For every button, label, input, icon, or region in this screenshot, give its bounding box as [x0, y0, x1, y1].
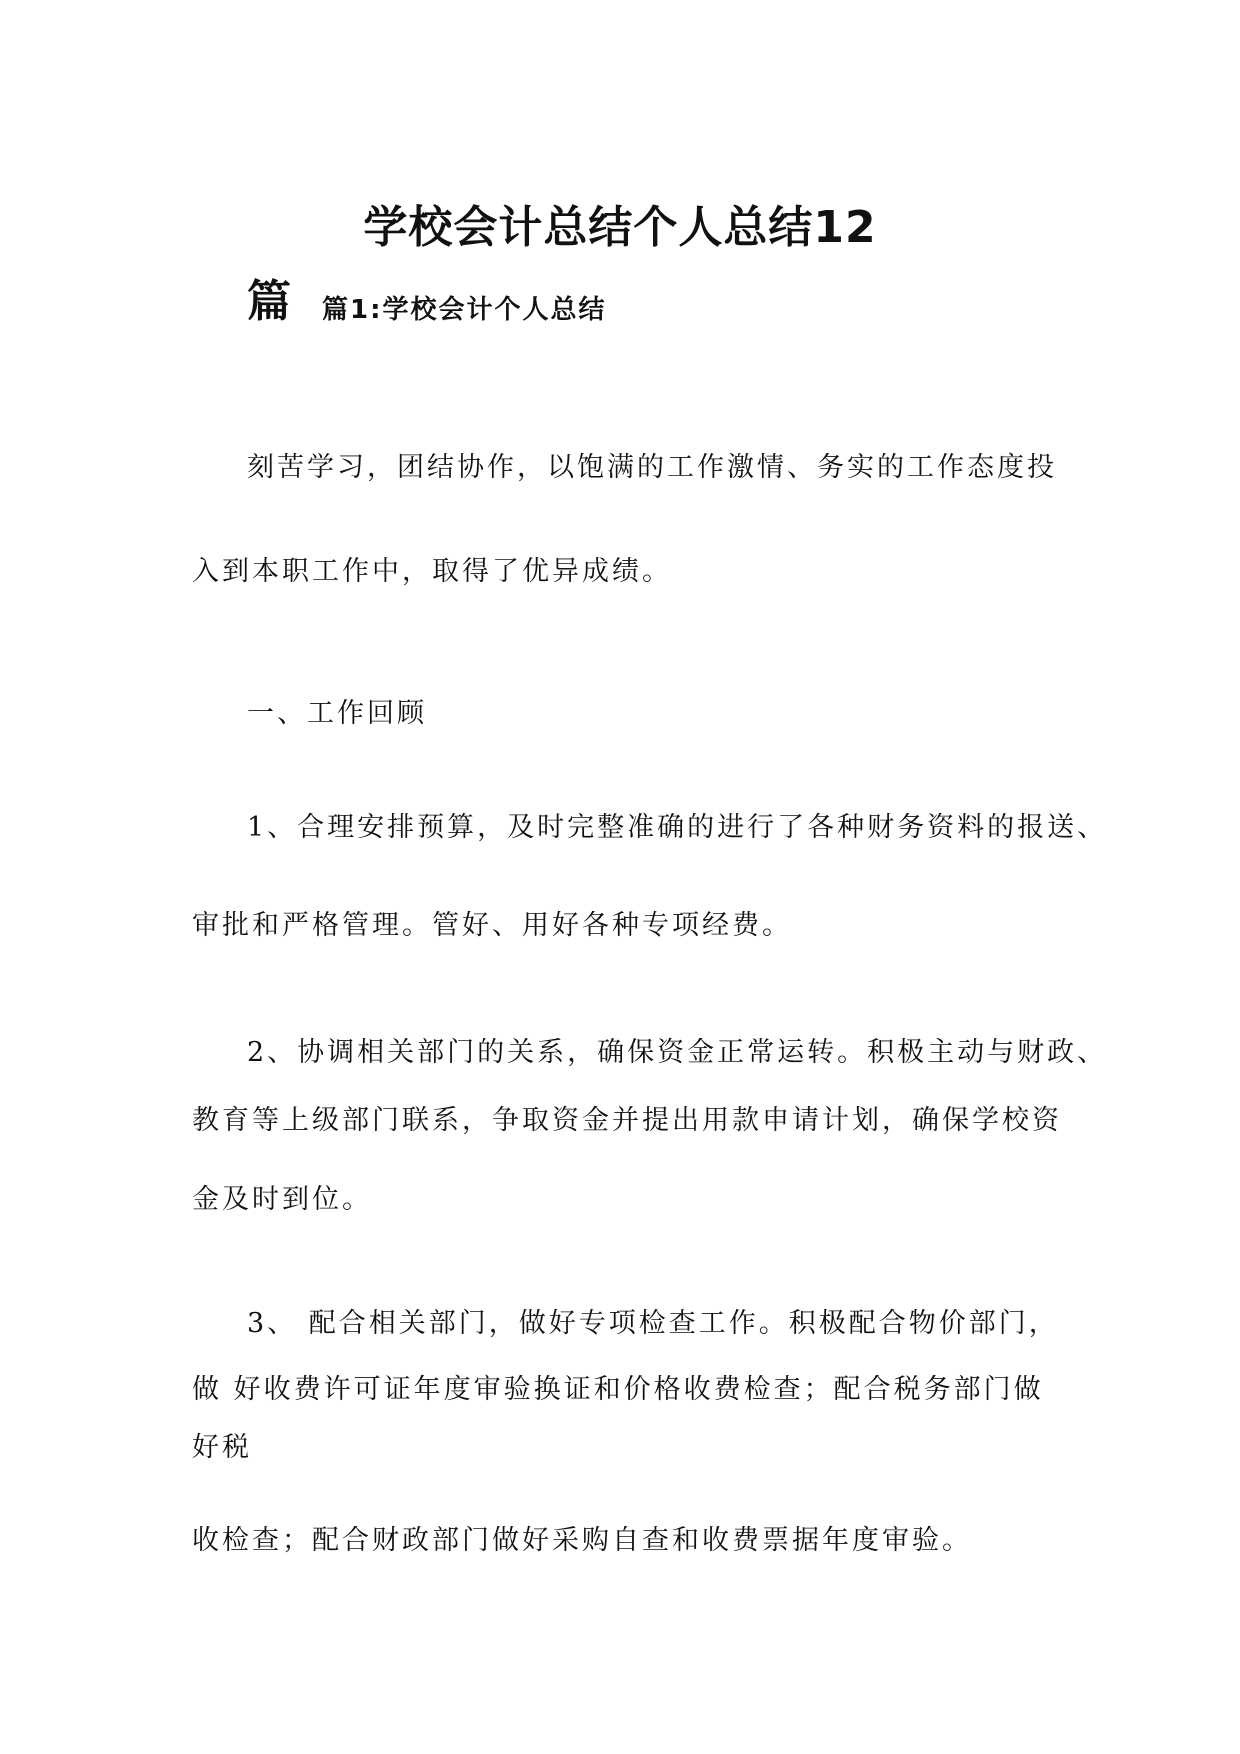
paragraph-line: 刻苦学习，团结协作，以饱满的工作激情、务实的工作态度投: [247, 452, 1057, 483]
document-title-continuation: 篇: [247, 276, 291, 327]
paragraph-line: 做 好收费许可证年度审验换证和价格收费检查；配合税务部门做: [192, 1374, 1044, 1405]
section-subtitle: 篇1:学校会计个人总结: [322, 295, 607, 325]
paragraph-line: 3、 配合相关部门，做好专项检查工作。积极配合物价部门，: [247, 1308, 1059, 1339]
document-title: 学校会计总结个人总结12: [363, 202, 877, 253]
paragraph-line: 审批和严格管理。管好、用好各种专项经费。: [192, 910, 792, 941]
paragraph-line: 收检查；配合财政部门做好采购自查和收费票据年度审验。: [192, 1525, 972, 1556]
paragraph-line: 1、合理安排预算，及时完整准确的进行了各种财务资料的报送、: [247, 812, 1108, 843]
paragraph-line: 好税: [192, 1432, 252, 1463]
paragraph-line: 金及时到位。: [192, 1184, 372, 1215]
paragraph-line: 入到本职工作中，取得了优异成绩。: [192, 556, 672, 587]
paragraph-line: 2、协调相关部门的关系，确保资金正常运转。积极主动与财政、: [247, 1037, 1108, 1068]
section-heading: 一、工作回顾: [247, 698, 427, 729]
paragraph-line: 教育等上级部门联系，争取资金并提出用款申请计划，确保学校资: [192, 1105, 1062, 1136]
